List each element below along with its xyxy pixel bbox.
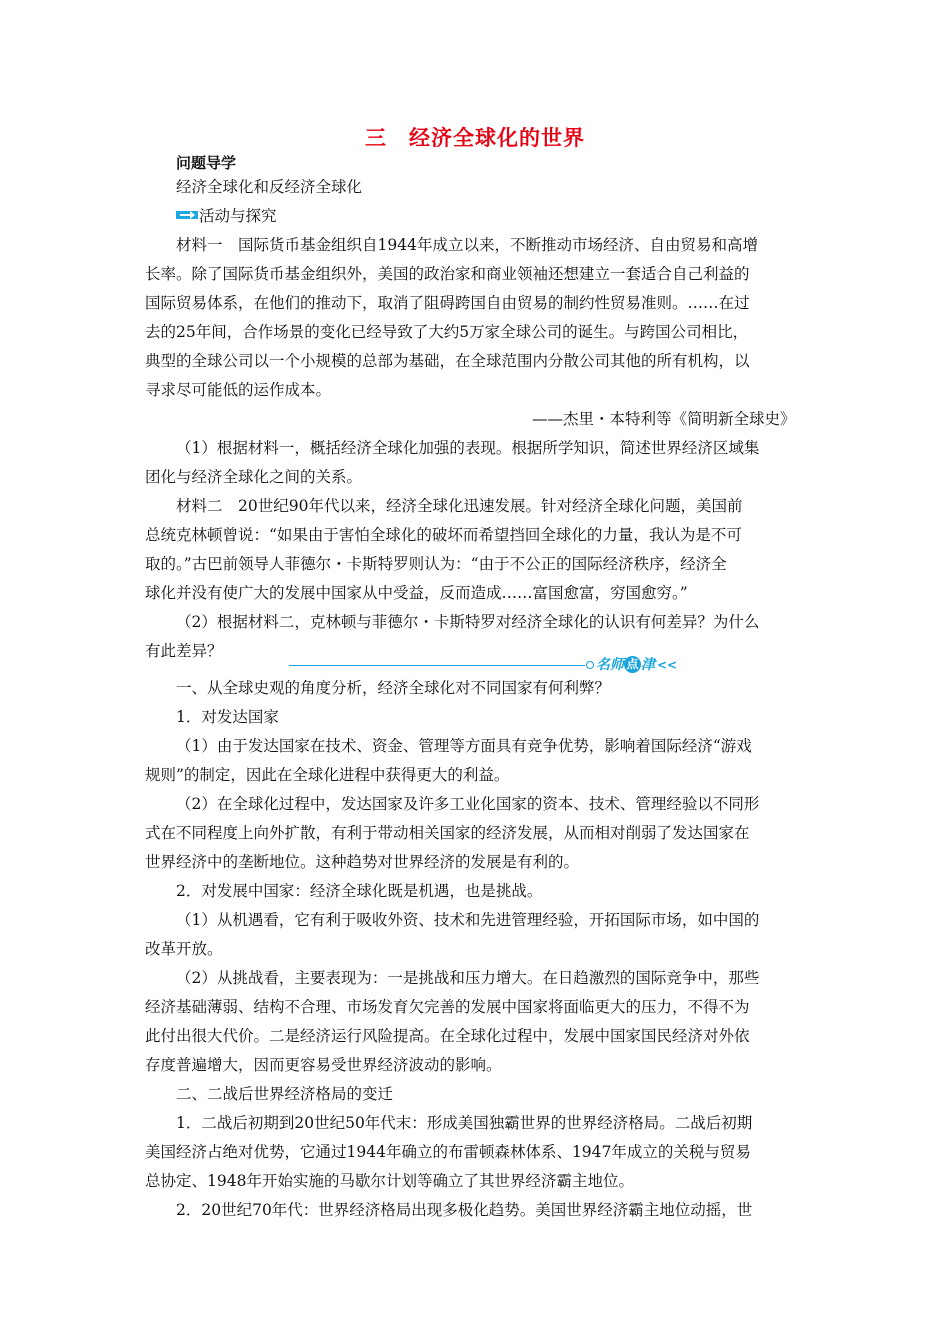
body-line: 改革开放。 — [145, 940, 223, 958]
activity-heading — [176, 206, 277, 226]
question-line: （1）根据材料一，概括经济全球化加强的表现。根据所学知识，简述世界经济区域集 — [176, 439, 760, 457]
banner-circled-char: 点 — [624, 656, 641, 673]
double-chevron-left-icon: << — [657, 658, 678, 672]
subsection-title: 1．对发达国家 — [176, 708, 279, 726]
section-title: 二、二战后世界经济格局的变迁 — [176, 1085, 394, 1103]
subsection-title: 2．对发展中国家：经济全球化既是机遇，也是挑战。 — [176, 882, 543, 900]
body-line: 总统克林顿曾说：“如果由于害怕全球化的破坏而希望挡回全球化的力量，我认为是不可 — [145, 526, 742, 544]
body-line: 去的25年间，合作场景的变化已经导致了大约5万家全球公司的诞生。与跨国公司相比， — [145, 323, 749, 341]
question-line: 团化与经济全球化之间的关系。 — [145, 468, 363, 486]
section-heading: 问题导学 — [176, 154, 237, 172]
section-title: 一、从全球史观的角度分析，经济全球化对不同国家有何利弊？ — [176, 679, 611, 697]
tips-banner — [586, 655, 677, 675]
banner-divider — [289, 665, 585, 666]
body-line: 美国经济占绝对优势，它通过1944年确立的布雷顿森林体系、1947年成立的关税与贸易 — [145, 1143, 751, 1161]
body-line: 典型的全球公司以一个小规模的总部为基础，在全球范围内分散公司其他的所有机构，以 — [145, 352, 750, 370]
body-line: 材料二 20世纪90年代以来，经济全球化迅速发展。针对经济全球化问题，美国前 — [176, 497, 743, 515]
body-line: 式在不同程度上向外扩散，有利于带动相关国家的经济发展，从而相对削弱了发达国家在 — [145, 824, 750, 842]
topic-line: 经济全球化和反经济全球化 — [176, 178, 363, 196]
body-line: （1）从机遇看，它有利于吸收外资、技术和先进管理经验，开拓国际市场，如中国的 — [176, 911, 760, 929]
banner-text: 名师 — [596, 657, 624, 673]
body-line: 经济基础薄弱、结构不合理、市场发育欠完善的发展中国家将面临更大的压力，不得不为 — [145, 998, 750, 1016]
body-line: 1．二战后初期到20世纪50年代末：形成美国独霸世界的世界经济格局。二战后初期 — [176, 1114, 753, 1132]
circle-dot-icon — [586, 661, 594, 669]
body-line: （2）在全球化过程中，发达国家及许多工业化国家的资本、技术、管理经验以不同形 — [176, 795, 760, 813]
body-line: 球化并没有使广大的发展中国家从中受益，反而造成……富国愈富，穷国愈穷。” — [145, 584, 688, 602]
body-line: 材料一 国际货币基金组织自1944年成立以来，不断推动市场经济、自由贸易和高增 — [176, 236, 758, 254]
body-line: （2）从挑战看，主要表现为：一是挑战和压力增大。在日趋激烈的国际竞争中，那些 — [176, 969, 760, 987]
activity-label: 活动与探究 — [199, 207, 277, 225]
body-line: 寻求尽可能低的运作成本。 — [145, 381, 332, 399]
body-line: 取的。”古巴前领导人菲德尔・卡斯特罗则认为：“由于不公正的国际经济秩序，经济全 — [145, 555, 727, 573]
banner-text: 津 — [641, 657, 655, 673]
body-line: （1）由于发达国家在技术、资金、管理等方面具有竞争优势，影响着国际经济“游戏 — [176, 737, 752, 755]
question-line: （2）根据材料二，克林顿与菲德尔・卡斯特罗对经济全球化的认识有何差异？为什么 — [176, 613, 760, 631]
arrow-right-icon — [176, 209, 198, 222]
body-line: 规则”的制定，因此在全球化进程中获得更大的利益。 — [145, 766, 510, 784]
page-title: 三 经济全球化的世界 — [365, 125, 585, 150]
body-line: 2．20世纪70年代：世界经济格局出现多极化趋势。美国世界经济霸主地位动摇，世 — [176, 1201, 753, 1219]
body-line: 总协定、1948年开始实施的马歇尔计划等确立了其世界经济霸主地位。 — [145, 1172, 634, 1190]
body-line: 世界经济中的垄断地位。这种趋势对世界经济的发展是有利的。 — [145, 853, 580, 871]
body-line: 此付出很大代价。二是经济运行风险提高。在全球化过程中，发展中国家国民经济对外依 — [145, 1027, 750, 1045]
body-line: 国际贸易体系，在他们的推动下，取消了阻碍跨国自由贸易的制约性贸易准则。……在过 — [145, 294, 750, 312]
source-citation: ——杰里・本特利等《简明新全球史》 — [532, 410, 796, 428]
body-line: 存度普遍增大，因而更容易受世界经济波动的影响。 — [145, 1056, 502, 1074]
question-line: 有此差异？ — [145, 642, 223, 660]
body-line: 长率。除了国际货币基金组织外，美国的政治家和商业领袖还想建立一套适合自己利益的 — [145, 265, 750, 283]
